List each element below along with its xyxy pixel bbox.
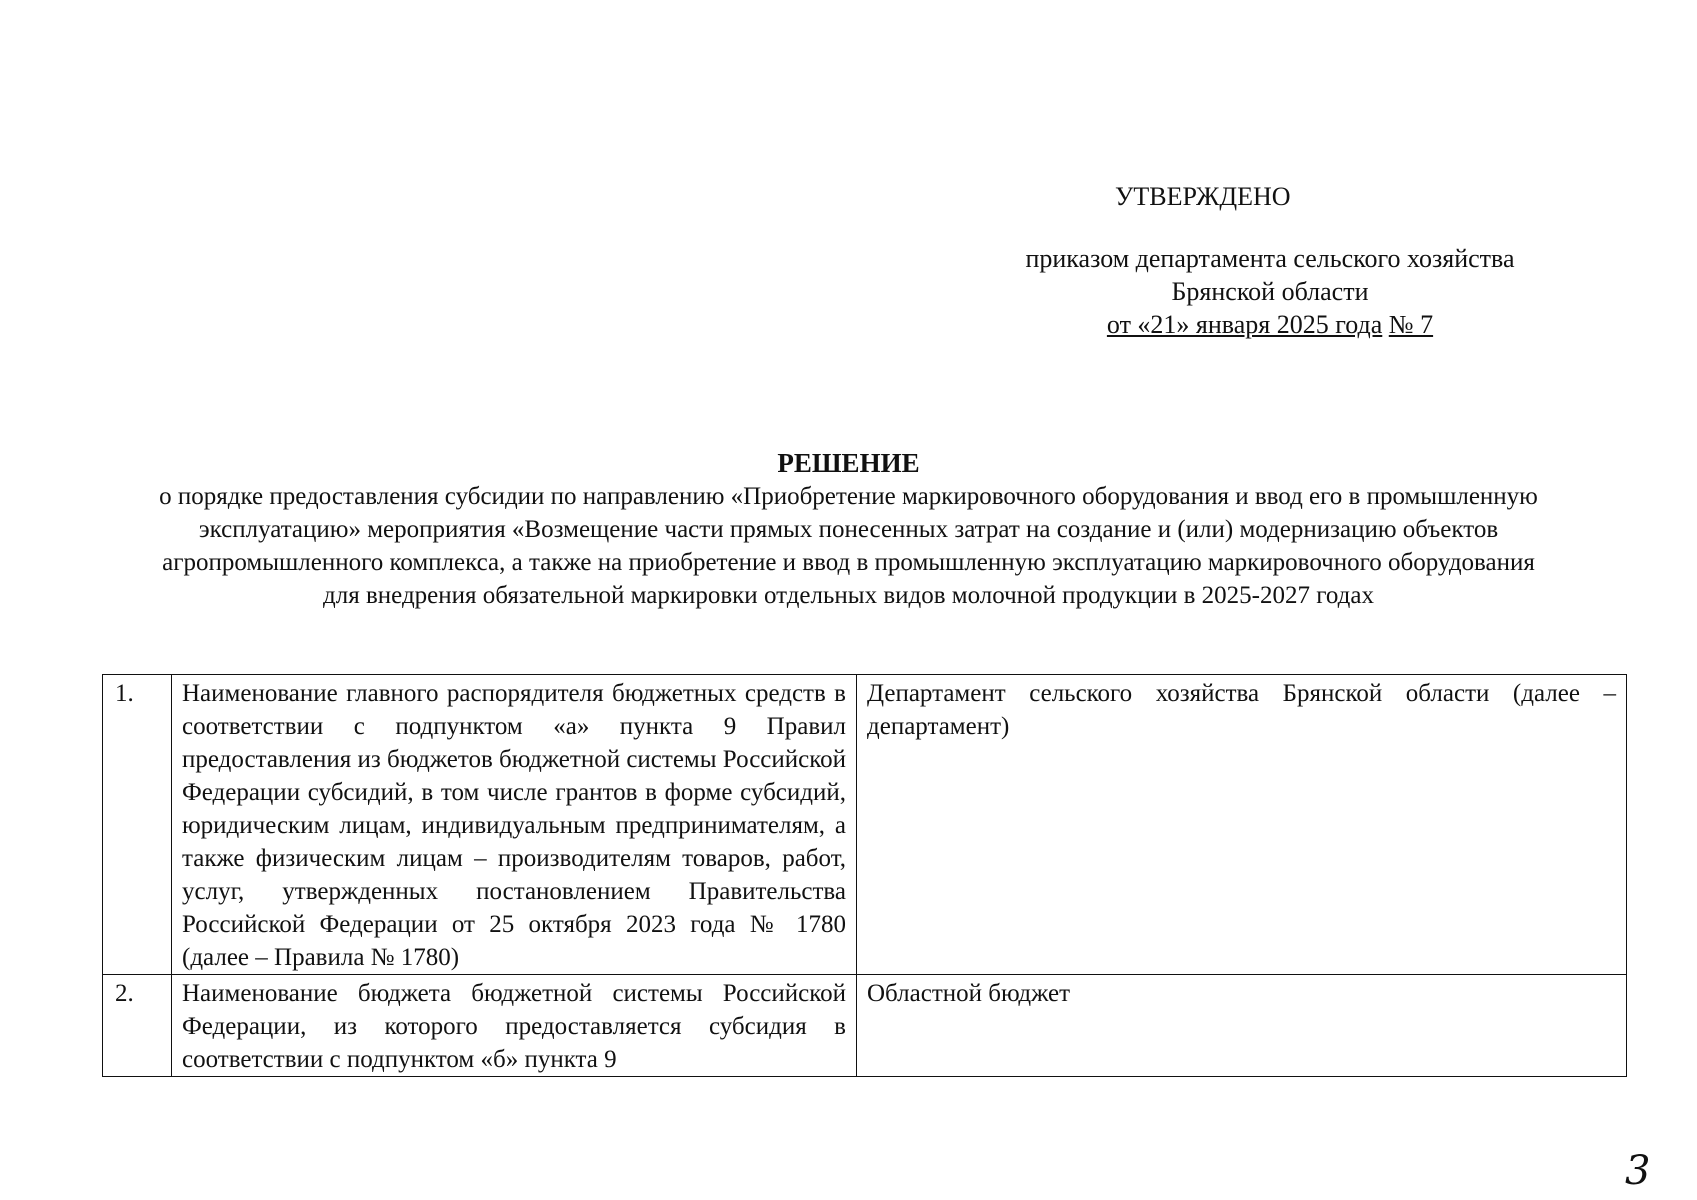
row-number: 1. (103, 675, 172, 975)
row-value: Департамент сельского хозяйства Брянской области (далее – департамент) (857, 675, 1627, 975)
page-number: 3 (1625, 1148, 1651, 1194)
row-value: Областной бюджет (857, 975, 1627, 1077)
row-number: 2. (103, 975, 172, 1077)
document-subtitle: о порядке предоставления субсидии по направлению «Приобретение маркировочного оборудования и ввод его в промышленную эксплуатацию» мероприятия «Возмещение части прямых понесенных затрат на создание и (или) модернизацию объектов агропромышленного комплекса, а также на приобретение и ввод в промышленную эксплуатацию маркировочного оборудования для внедрения обязательной маркировки отдельных видов молочной продукции в 2025-2027 годах (159, 483, 1538, 609)
row-name: Наименование бюджета бюджетной системы Российской Федерации, из которого предоставляется субсидия в соответствии с подпунктом «б» пункта 9 (172, 975, 857, 1077)
decision-table (102, 674, 1627, 1077)
approval-line-date (960, 308, 1580, 341)
approval-heading: УТВЕРЖДЕНО (1115, 182, 1291, 211)
row-name: Наименование главного распорядителя бюджетных средств в соответствии с подпунктом «а» пункта 9 Правил предоставления из бюджетов бюджетной системы Российской Федерации субсидий, в том числе грантов в форме субсидий, юридическим лицам, индивидуальным предпринимателям, а также физическим лицам – производителям товаров, работ, услуг, утвержденных постановлением Правительства Российской Федерации от 25 октября 2023 года № 1780 (далее – Правила № 1780) (172, 675, 857, 975)
approval-line-region: Брянской области (1171, 277, 1369, 306)
approval-number: № 7 (1388, 310, 1434, 339)
approval-line-order: приказом департамента сельского хозяйства (1025, 244, 1515, 273)
approval-date: от «21» января 2025 года (1106, 310, 1383, 339)
table-row (103, 975, 1627, 1077)
table-row (103, 675, 1627, 975)
document-title: РЕШЕНИЕ (777, 448, 920, 478)
